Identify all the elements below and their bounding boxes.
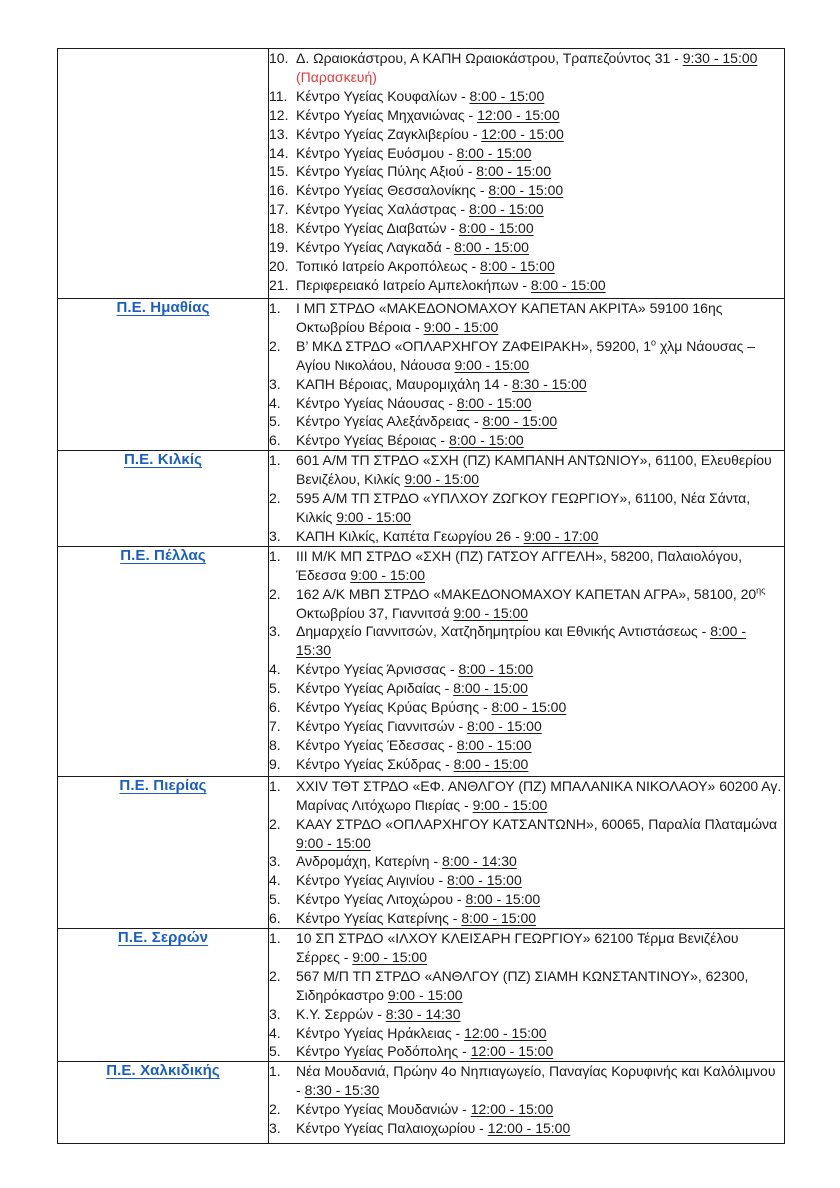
region-cell [58,929,269,1062]
table-row [58,929,785,1062]
item-text [296,375,784,394]
region-label: Π.Ε. Πέλλας [120,546,206,564]
item-text [296,219,784,238]
list-item [269,238,784,257]
item-text [296,431,784,450]
region-cell [58,49,269,299]
item-text [296,755,784,774]
item-number: 9. [269,755,281,772]
item-location-text: Κέντρο Υγείας Λιτοχώρου - [296,891,466,908]
item-hours-text: 8:00 - 15:00 [488,182,564,199]
item-hours-text: 8:00 - 15:00 [480,257,555,274]
item-location-text: Β’ ΜΚΔ ΣΤΡΔΟ «ΟΠΛΑΡΧΗΓΟΥ ΖΑΦΕΙΡΑΚΗ», 59200, 1 [296,337,652,354]
item-hours-text: 8:00 - 15:00 [482,413,558,430]
item-location-text: Κέντρο Υγείας Αριδαίας - [296,680,454,697]
items-cell [269,451,785,547]
item-hours-text: 12:00 - 15:00 [464,1024,547,1041]
item-number: 8. [269,736,281,753]
item-text [296,238,784,257]
item-location-text: Κέντρο Υγείας Μηχανιώνας - [296,106,478,123]
items-cell [269,546,785,776]
list-item [269,412,784,431]
item-location-text: Κέντρο Υγείας Πύλης Αξιού - [296,163,477,180]
item-number: 4. [269,1024,281,1041]
item-location-text: Κέντρο Υγείας Λαγκαδά - [296,239,455,256]
item-hours-text: 12:00 - 15:00 [481,125,564,142]
item-number: 3. [269,1005,281,1022]
item-number: 6. [269,699,281,716]
item-text [296,717,784,736]
list-item [269,489,784,527]
item-number: 13. [269,125,289,142]
list-item [269,431,784,450]
region-label: Π.Ε. Χαλκιδικής [106,1062,220,1080]
item-location-text: Κέντρο Υγείας Κατερίνης - [296,910,462,927]
item-hours-text: 8:00 - 15:00 [447,872,522,889]
items-cell [269,299,785,451]
item-location-text: Κέντρο Υγείας Γιαννιτσών - [296,717,468,734]
items-cell [269,776,785,928]
list-item [269,736,784,755]
item-location-text: Νέα Μουδανιά, Πρώην 4ο Νηπιαγωγείο, Παναγίας Κορυφινής και Καλόλιμνου - [296,1063,776,1099]
item-text [296,660,784,679]
item-number: 18. [269,220,289,237]
item-hours-text: 9:00 - 15:00 [423,318,499,335]
list-item [269,777,784,815]
region-cell [58,299,269,451]
item-location-text: Δ. Ωραιοκάστρου, Α ΚΑΠΗ Ωραιοκάστρου, Τραπεζούντος 31 - [296,50,683,66]
item-hours-text: 12:00 - 15:00 [470,1101,554,1118]
list-item [269,717,784,736]
item-hours-text: 9:00 - 15:00 [296,834,371,851]
region-label: Π.Ε. Κιλκίς [123,451,203,469]
item-hours-text: 8:30 - 15:00 [511,375,587,392]
region-label: Π.Ε. Ημαθίας [116,299,210,316]
item-number: 19. [269,239,289,256]
item-location-text: Κέντρο Υγείας Αλεξάνδρειας - [296,413,483,430]
list-item [269,679,784,698]
item-text [296,125,784,144]
item-text [296,909,784,928]
item-text [296,49,784,87]
list-item [269,181,784,200]
item-text [296,527,784,546]
item-hours-text: 8:30 - 14:30 [385,1005,461,1022]
item-location-text: Κέντρο Υγείας Κουφαλίων - [296,87,470,104]
item-hours-text: 9:00 - 15:00 [454,356,530,373]
item-location-text: Κέντρο Υγείας Άρνισσας - [296,661,459,678]
item-text [296,1005,784,1024]
item-number: 5. [269,1043,281,1060]
item-number: 2. [269,585,281,602]
list-item [269,852,784,871]
item-number: 2. [269,337,281,354]
item-hours-text: 8:00 - 15:00 [454,239,529,256]
item-location-text: Κέντρο Υγείας Νάουσας - [296,394,457,411]
region-cell [58,776,269,928]
item-location-text: ΚΑΠΗ Βέροιας, Μαυρομιχάλη 14 - [296,375,512,392]
item-number: 6. [269,432,281,449]
item-text [296,871,784,890]
item-hours-text: 8:00 - 15:00 [458,220,534,237]
item-number: 4. [269,661,281,678]
item-number: 14. [269,144,289,161]
item-hours-text: 9:00 - 15:00 [352,948,427,965]
list-item [269,967,784,1005]
item-text [296,547,784,585]
table-row [58,546,785,776]
list-item [269,890,784,909]
item-number: 1. [269,452,281,469]
item-hours-text: 8:00 - 15:00 [469,87,545,104]
item-hours-text: 9:00 - 15:00 [350,566,426,583]
item-text [296,200,784,219]
list-item [269,144,784,163]
item-text [296,257,784,276]
item-number: 12. [269,106,289,123]
item-location-text: Κέντρο Υγείας Μουδανιών - [296,1101,471,1118]
item-location-text: ΚΑΑΥ ΣΤΡΔΟ «ΟΠΛΑΡΧΗΓΟΥ ΚΑΤΣΑΝΤΩΝΗ», 60065, Παραλία Πλαταμώνα [296,815,778,832]
item-location-text: Κέντρο Υγείας Σκύδρας - [296,755,454,772]
list-item [269,125,784,144]
item-location-text: 595 Α/Μ ΤΠ ΣΤΡΔΟ «ΥΠΛΧΟΥ ΖΩΓΚΟΥ ΓΕΩΡΓΙΟΥ», 61100, Νέα Σάντα, Κιλκίς [296,490,751,525]
item-number: 2. [269,967,281,984]
item-text [296,106,784,125]
item-hours-text: 8:00 - 15:00 [448,432,524,449]
item-hours-text: 8:00 - 15:00 [467,717,542,734]
item-number: 15. [269,163,289,180]
item-hours-text: 8:30 - 15:30 [304,1082,380,1099]
item-hours-text: 8:00 - 15:00 [456,394,532,411]
item-hours-text: 8:00 - 15:00 [476,163,551,180]
item-number: 4. [269,394,281,411]
list-item [269,1100,784,1119]
list-item [269,585,784,623]
item-hours-text: 8:00 - 15:00 [453,680,528,697]
list-item [269,1005,784,1024]
item-location-text: Δημαρχείο Γιαννιτσών, Χατζηδημητρίου και Εθνικής Αντιστάσεως - [296,623,711,640]
item-text [296,489,784,527]
item-location-text: χλμ Νάουσας – Αγίου Νικολάου, Νάουσα [296,337,756,373]
item-number: 1. [269,547,281,564]
list-item [269,1062,784,1100]
item-hours-text: 9:00 - 15:00 [336,508,411,525]
list-item [269,219,784,238]
list-item [269,698,784,717]
item-number: 3. [269,623,281,640]
list-item [269,49,784,87]
table-row [58,299,785,451]
item-hours-text: 12:00 - 15:00 [477,106,560,123]
item-text [296,144,784,163]
item-text [296,1100,784,1119]
item-number: 5. [269,413,281,430]
item-text [296,87,784,106]
item-text [296,162,784,181]
item-hours-text: 8:00 - 14:30 [442,853,517,870]
item-text [296,451,784,489]
item-text [296,890,784,909]
item-location-text: Κέντρο Υγείας Ηράκλειας - [296,1024,465,1041]
item-number: 5. [269,680,281,697]
region-cell [58,546,269,776]
item-text [296,852,784,871]
item-number: 6. [269,910,281,927]
item-number: 1. [269,930,281,947]
list-item [269,660,784,679]
item-location-text: III Μ/Κ ΜΠ ΣΤΡΔΟ «ΣΧΗ (ΠΖ) ΓΑΤΣΟΥ ΑΓΓΕΛΗ», 58200, Παλαιολόγου, Έδεσσα [296,547,743,583]
list-item [269,622,784,660]
item-text [296,967,784,1005]
item-number: 1. [269,1063,281,1080]
list-item [269,451,784,489]
item-text [296,777,784,815]
item-text [296,679,784,698]
item-location-text: Κέντρο Υγείας Χαλάστρας - [296,201,469,218]
item-number: 21. [269,276,289,293]
schedule-table-body [58,49,785,1144]
item-hours-text: 8:00 - 15:00 [530,276,606,293]
item-location-text: ο [651,337,657,348]
item-number: 1. [269,300,281,316]
item-note-text: (Παρασκευή) [296,68,377,85]
item-hours-text: 9:00 - 15:00 [387,986,463,1003]
item-location-text: ης [756,584,766,595]
list-item [269,527,784,546]
item-location-text: Περιφερειακό Ιατρείο Αμπελοκήπων - [296,276,531,293]
item-number: 3. [269,1120,281,1137]
item-location-text: Κέντρο Υγείας Παλαιοχωρίου - [296,1120,488,1137]
item-hours-text: 9:00 - 15:00 [404,471,480,488]
item-text [296,181,784,200]
list-item [269,394,784,413]
items-cell [269,49,785,299]
item-hours-text: 9:00 - 17:00 [523,527,599,544]
item-location-text: Κέντρο Υγείας Ζαγκλιβερίου - [296,125,482,142]
list-item [269,276,784,295]
item-text [296,585,784,623]
item-location-text: XXIV ΤΘΤ ΣΤΡΔΟ «ΕΦ. ΑΝΘΛΓΟΥ (ΠΖ) ΜΠΑΛΑΝΙΚΑ ΝΙΚΟΛΑΟΥ» 60200 Αγ. Μαρίνας Λιτόχωρο Πιερίας - [296,777,782,813]
item-number: 3. [269,375,281,392]
list-item [269,1042,784,1061]
item-hours-text: 8:00 - 15:00 [491,699,567,716]
list-item [269,257,784,276]
item-location-text: Κέντρο Υγείας Αιγινίου - [296,872,448,889]
item-hours-text: 8:00 - 15:00 [468,201,544,218]
item-hours-text: 12:00 - 15:00 [487,1120,571,1137]
item-location-text: Κ.Υ. Σερρών - [296,1005,386,1022]
item-number: 10. [269,50,289,66]
item-number: 11. [269,87,288,104]
item-text [296,1024,784,1043]
item-text [296,337,784,375]
list-item [269,106,784,125]
list-item [269,815,784,853]
region-cell [58,1062,269,1144]
list-item [269,200,784,219]
item-text [296,622,784,660]
item-number: 5. [269,891,281,908]
item-text [296,412,784,431]
item-location-text: Κέντρο Υγείας Θεσσαλονίκης - [296,182,489,199]
item-hours-text: 8:00 - 15:00 [456,144,532,161]
list-item [269,909,784,928]
item-text [296,299,784,337]
list-item [269,87,784,106]
item-location-text: 567 Μ/Π ΤΠ ΣΤΡΔΟ «ΑΝΘΛΓΟΥ (ΠΖ) ΣΙΑΜΗ ΚΩΝΣΤΑΝΤΙΝΟΥ», 62300, Σιδηρόκαστρο [296,967,749,1003]
item-hours-text: 8:00 - 15:00 [465,891,541,908]
item-text [296,736,784,755]
item-hours-text: 8:00 - 15:00 [456,736,532,753]
item-text [296,394,784,413]
items-cell [269,1062,785,1144]
item-location-text: Κέντρο Υγείας Ευόσμου - [296,144,457,161]
list-item [269,375,784,394]
item-location-text: Οκτωβρίου 37, Γιαννιτσά [296,604,454,621]
item-text [296,815,784,853]
item-number: 2. [269,815,281,832]
item-text [296,1042,784,1061]
table-row [58,49,785,299]
table-row [58,776,785,928]
item-hours-text: 9:30 - 15:00 [682,50,758,66]
region-cell [58,451,269,547]
item-hours-text: 8:00 - 15:30 [296,623,746,659]
item-number: 20. [269,257,289,274]
item-location-text: 601 Α/Μ ΤΠ ΣΤΡΔΟ «ΣΧΗ (ΠΖ) ΚΑΜΠΑΝΗ ΑΝΤΩΝΙΟΥ», 61100, Ελευθερίου Βενιζέλου, Κιλκίς [296,452,772,488]
item-location-text: Κέντρο Υγείας Βέροιας - [296,432,449,449]
item-location-text: Κέντρο Υγείας Ροδόπολης - [296,1043,471,1060]
list-item [269,871,784,890]
item-number: 2. [269,490,281,507]
item-hours-text: 9:00 - 15:00 [472,796,548,813]
item-text [296,1119,784,1138]
region-label: Π.Ε. Σερρών [117,929,209,947]
item-number: 4. [269,872,281,889]
item-location-text: Ανδρομάχη, Κατερίνη - [296,853,443,870]
item-text [296,929,784,967]
list-item [269,337,784,375]
item-number: 16. [269,182,289,199]
schedule-table [57,48,785,1144]
list-item [269,1119,784,1138]
list-item [269,162,784,181]
item-text [296,1062,784,1100]
list-item [269,929,784,967]
list-item [269,299,784,337]
item-location-text: 162 Α/Κ ΜΒΠ ΣΤΡΔΟ «ΜΑΚΕΔΟΝΟΜΑΧΟΥ ΚΑΠΕΤΑΝ ΑΓΡΑ», 58100, 20 [296,585,757,602]
item-number: 7. [269,717,281,734]
item-number: 2. [269,1101,281,1118]
item-location-text: Κέντρο Υγείας Κρύας Βρύσης - [296,699,492,716]
table-row [58,451,785,547]
item-location-text: ΚΑΠΗ Κιλκίς, Καπέτα Γεωργίου 26 - [296,527,524,544]
item-number: 3. [269,527,281,544]
item-location-text: 10 ΣΠ ΣΤΡΔΟ «ΙΛΧΟΥ ΚΛΕΙΣΑΡΗ ΓΕΩΡΓΙΟΥ» 62100 Τέρμα Βενιζέλου Σέρρες - [296,930,739,965]
item-location-text: Ι ΜΠ ΣΤΡΔΟ «ΜΑΚΕΔΟΝΟΜΑΧΟΥ ΚΑΠΕΤΑΝ ΑΚΡΙΤΑ» 59100 16ης Οκτωβρίου Βέροια - [296,300,723,335]
item-text [296,698,784,717]
list-item [269,1024,784,1043]
items-cell [269,929,785,1062]
item-hours-text: 9:00 - 15:00 [453,604,529,621]
item-location-text: Κέντρο Υγείας Έδεσσας - [296,736,457,753]
item-text [296,276,784,295]
region-label: Π.Ε. Πιερίας [119,776,207,794]
item-number: 1. [269,777,281,794]
item-hours-text: 8:00 - 15:00 [461,910,537,927]
list-item [269,755,784,774]
list-item [269,547,784,585]
item-hours-text: 8:00 - 15:00 [453,755,529,772]
item-location-text: Κέντρο Υγείας Διαβατών - [296,220,459,237]
item-location-text: Τοπικό Ιατρείο Ακροπόλεως - [296,257,481,274]
table-row [58,1062,785,1144]
item-number: 3. [269,853,281,870]
item-hours-text: 8:00 - 15:00 [458,661,534,678]
item-number: 17. [269,201,289,218]
item-hours-text: 12:00 - 15:00 [470,1043,554,1060]
